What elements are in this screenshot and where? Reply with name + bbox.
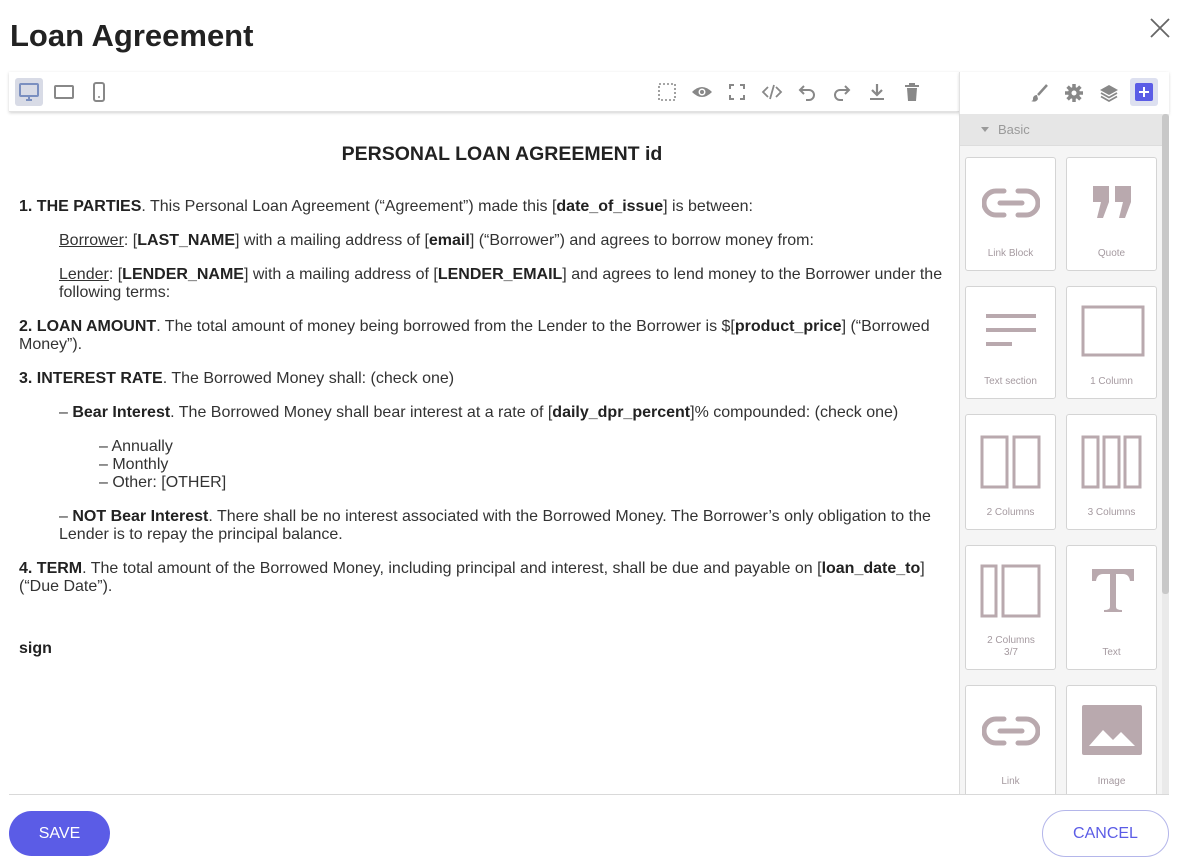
paragraph-borrower[interactable] bbox=[59, 232, 949, 250]
document-title: PERSONAL LOAN AGREEMENT id bbox=[341, 143, 663, 165]
text-icon bbox=[1089, 566, 1137, 614]
block-image[interactable] bbox=[1066, 685, 1157, 795]
two-columns-icon bbox=[980, 435, 1042, 489]
dash: – bbox=[59, 404, 73, 421]
category-label: Basic bbox=[998, 122, 1030, 137]
text: . This Personal Loan Agreement (“Agreement”) made this [ bbox=[141, 198, 557, 215]
code-icon[interactable] bbox=[758, 78, 786, 106]
settings-gear-icon[interactable] bbox=[1060, 79, 1088, 107]
block-one-column[interactable] bbox=[1066, 286, 1157, 399]
paragraph-loan-amount[interactable] bbox=[19, 318, 959, 354]
close-icon[interactable] bbox=[1146, 14, 1174, 42]
block-three-columns[interactable] bbox=[1066, 414, 1157, 530]
link-icon bbox=[982, 186, 1040, 220]
paragraph-bear-interest[interactable] bbox=[59, 404, 949, 422]
paragraph-lender[interactable] bbox=[59, 266, 949, 302]
text: : [ bbox=[108, 266, 123, 283]
variable: email bbox=[428, 232, 470, 249]
variable: LENDER_EMAIL bbox=[437, 266, 563, 283]
block-label: 2 Columns bbox=[986, 507, 1035, 518]
variable: LAST_NAME bbox=[137, 232, 236, 249]
footer-divider bbox=[9, 794, 1169, 795]
text: ] with a mailing address of [ bbox=[235, 232, 429, 249]
dash: – bbox=[59, 508, 73, 525]
category-basic[interactable] bbox=[960, 114, 1164, 146]
block-text-section[interactable] bbox=[965, 286, 1056, 399]
block-label: 1 Column bbox=[1090, 376, 1133, 387]
device-desktop-icon[interactable] bbox=[15, 78, 43, 106]
label: Borrower bbox=[59, 232, 124, 249]
interest-options[interactable] bbox=[99, 438, 949, 492]
text: . The Borrowed Money shall: (check one) bbox=[162, 370, 455, 387]
variable: date_of_issue bbox=[556, 198, 664, 215]
heading: 1. THE PARTIES bbox=[19, 198, 142, 215]
text: ] with a mailing address of [ bbox=[243, 266, 438, 283]
download-icon[interactable] bbox=[863, 78, 891, 106]
preview-eye-icon[interactable] bbox=[688, 78, 716, 106]
paragraph-not-bear-interest[interactable] bbox=[59, 508, 949, 544]
sign-field[interactable]: sign bbox=[19, 640, 52, 657]
fullscreen-icon[interactable] bbox=[723, 78, 751, 106]
text-section-icon bbox=[984, 311, 1040, 351]
open-blocks-icon[interactable] bbox=[1130, 78, 1158, 106]
device-mobile-icon[interactable] bbox=[85, 78, 113, 106]
heading: Bear Interest bbox=[72, 404, 171, 421]
variable: loan_date_to bbox=[821, 560, 921, 577]
scroll-thumb[interactable] bbox=[1162, 114, 1169, 594]
block-quote[interactable] bbox=[1066, 157, 1157, 271]
three-columns-icon bbox=[1081, 435, 1143, 489]
text: . The total amount of money being borrowed from the Lender to the Borrower is $[ bbox=[156, 318, 735, 335]
device-tablet-icon[interactable] bbox=[50, 78, 78, 106]
block-two-columns-37[interactable] bbox=[965, 545, 1056, 670]
one-column-icon bbox=[1081, 305, 1145, 357]
heading: 3. INTEREST RATE bbox=[19, 370, 163, 387]
image-icon bbox=[1081, 704, 1143, 756]
save-button[interactable]: SAVE bbox=[9, 811, 110, 856]
text: ] and agrees to lend money to the Borrower under the following terms: bbox=[59, 266, 943, 301]
layer-manager-icon[interactable] bbox=[1095, 79, 1123, 107]
caret-down-icon bbox=[981, 127, 989, 132]
label: Lender bbox=[59, 266, 109, 283]
quote-icon bbox=[1091, 184, 1135, 220]
text: ] (“Borrowed Money”). bbox=[19, 318, 930, 353]
text: ] (“Due Date”). bbox=[19, 560, 925, 595]
component-outline-icon[interactable] bbox=[653, 78, 681, 106]
block-link-block[interactable] bbox=[965, 157, 1056, 271]
block-label: Quote bbox=[1097, 248, 1126, 259]
paragraph-interest-rate[interactable] bbox=[19, 370, 959, 388]
editor-canvas[interactable] bbox=[9, 113, 959, 794]
paragraph-parties[interactable] bbox=[19, 198, 959, 216]
variable: daily_dpr_percent bbox=[552, 404, 691, 421]
block-label: 2 Columns 3/7 bbox=[987, 635, 1035, 658]
text: . The total amount of the Borrowed Money, including principal and interest, shall be due and payable on [ bbox=[82, 560, 822, 577]
text: . There shall be no interest associated with the Borrowed Money. The Borrower’s only obligation to the Lender is to repay the principal balance. bbox=[59, 508, 931, 543]
block-label: 3 Columns bbox=[1087, 507, 1136, 518]
variable: product_price bbox=[734, 318, 842, 335]
option-annually: – Annually bbox=[99, 438, 173, 455]
option-monthly: – Monthly bbox=[99, 456, 169, 473]
block-label: Image bbox=[1097, 776, 1126, 787]
block-link[interactable] bbox=[965, 685, 1056, 795]
cancel-button[interactable]: CANCEL bbox=[1042, 810, 1169, 857]
editor-toolbar bbox=[9, 72, 959, 112]
blocks-panel bbox=[959, 114, 1164, 795]
block-two-columns[interactable] bbox=[965, 414, 1056, 530]
block-label: Text bbox=[1102, 647, 1121, 658]
heading: 2. LOAN AMOUNT bbox=[19, 318, 157, 335]
trash-icon[interactable] bbox=[898, 78, 926, 106]
block-label: Link Block bbox=[987, 248, 1034, 259]
text: : [ bbox=[123, 232, 138, 249]
text: ]% compounded: (check one) bbox=[690, 404, 899, 421]
block-label: Text section bbox=[984, 376, 1037, 387]
text: ] (“Borrower”) and agrees to borrow money from: bbox=[469, 232, 814, 249]
redo-icon[interactable] bbox=[828, 78, 856, 106]
panel-tabs bbox=[959, 72, 1169, 114]
text: . The Borrowed Money shall bear interest at a rate of [ bbox=[170, 404, 553, 421]
heading: NOT Bear Interest bbox=[72, 508, 209, 525]
panel-scrollbar[interactable] bbox=[1162, 114, 1169, 795]
link-icon bbox=[982, 714, 1040, 748]
block-label: Link bbox=[1001, 776, 1020, 787]
block-text[interactable] bbox=[1066, 545, 1157, 670]
two-columns-37-icon bbox=[980, 564, 1042, 618]
heading: 4. TERM bbox=[19, 560, 83, 577]
undo-icon[interactable] bbox=[793, 78, 821, 106]
option-other: – Other: [OTHER] bbox=[99, 474, 227, 491]
paragraph-term[interactable] bbox=[19, 560, 959, 596]
variable: LENDER_NAME bbox=[122, 266, 244, 283]
text: ] is between: bbox=[663, 198, 753, 215]
style-manager-brush-icon[interactable] bbox=[1026, 79, 1054, 107]
dialog-title: Loan Agreement bbox=[10, 18, 254, 53]
